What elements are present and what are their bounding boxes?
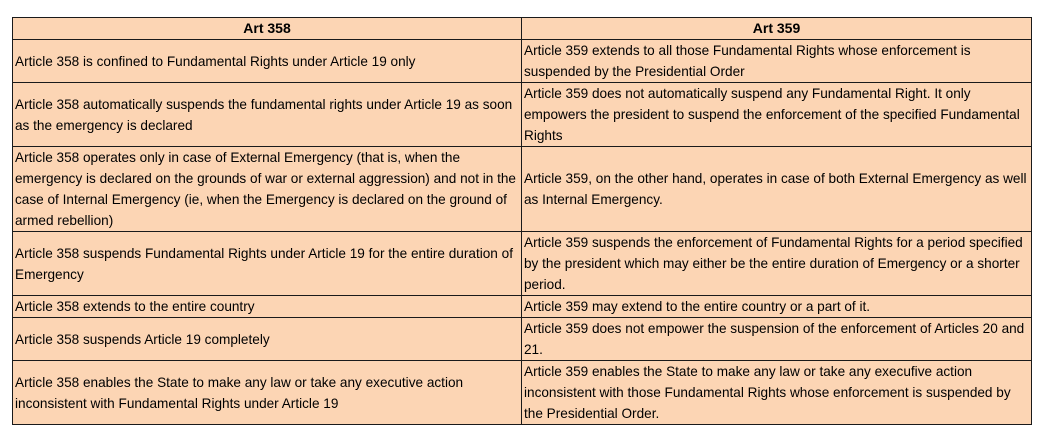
table-row bbox=[13, 232, 1032, 296]
column-header-art-358: Art 358 bbox=[13, 18, 522, 40]
table-row bbox=[13, 83, 1032, 147]
table-cell-art-359: Article 359 enables the State to make any law or take any execufive action inconsistent with those Fundamental Rights whose enforcement is suspended by the Presidential Order. bbox=[522, 361, 1032, 425]
table-cell-art-358: Article 358 is confined to Fundamental Rights under Article 19 only bbox=[13, 40, 522, 83]
table-row bbox=[13, 147, 1032, 232]
column-header-art-359: Art 359 bbox=[522, 18, 1032, 40]
table-header-row bbox=[13, 18, 1032, 40]
table-cell-art-358: Article 358 automatically suspends the fundamental rights under Article 19 as soon as the emergency is declared bbox=[13, 83, 522, 147]
table-cell-art-359: Article 359 extends to all those Fundamental Rights whose enforcement is suspended by the Presidential Order bbox=[522, 40, 1032, 83]
table-cell-art-358: Article 358 suspends Article 19 completely bbox=[13, 318, 522, 361]
comparison-table bbox=[12, 17, 1032, 425]
table-cell-art-358: Article 358 extends to the entire country bbox=[13, 296, 522, 318]
table-cell-art-359: Article 359 does not automatically suspend any Fundamental Right. It only empowers the president to suspend the enforcement of the specified Fundamental Rights bbox=[522, 83, 1032, 147]
comparison-table-container bbox=[12, 17, 1031, 425]
table-cell-art-358: Article 358 suspends Fundamental Rights under Article 19 for the entire duration of Emergency bbox=[13, 232, 522, 296]
table-cell-art-359: Article 359, on the other hand, operates in case of both External Emergency as well as Internal Emergency. bbox=[522, 147, 1032, 232]
table-row bbox=[13, 361, 1032, 425]
table-row bbox=[13, 40, 1032, 83]
table-cell-art-359: Article 359 does not empower the suspension of the enforcement of Articles 20 and 21. bbox=[522, 318, 1032, 361]
table-cell-art-358: Article 358 enables the State to make any law or take any executive action inconsistent with Fundamental Rights under Article 19 bbox=[13, 361, 522, 425]
table-row bbox=[13, 296, 1032, 318]
table-row bbox=[13, 318, 1032, 361]
table-cell-art-359: Article 359 suspends the enforcement of Fundamental Rights for a period specified by the president which may either be the entire duration of Emergency or a shorter period. bbox=[522, 232, 1032, 296]
table-cell-art-359: Article 359 may extend to the entire country or a part of it. bbox=[522, 296, 1032, 318]
table-cell-art-358: Article 358 operates only in case of External Emergency (that is, when the emergency is declared on the grounds of war or external aggression) and not in the case of Internal Emergency (ie, when the Emergency is declared on the ground of armed rebellion) bbox=[13, 147, 522, 232]
